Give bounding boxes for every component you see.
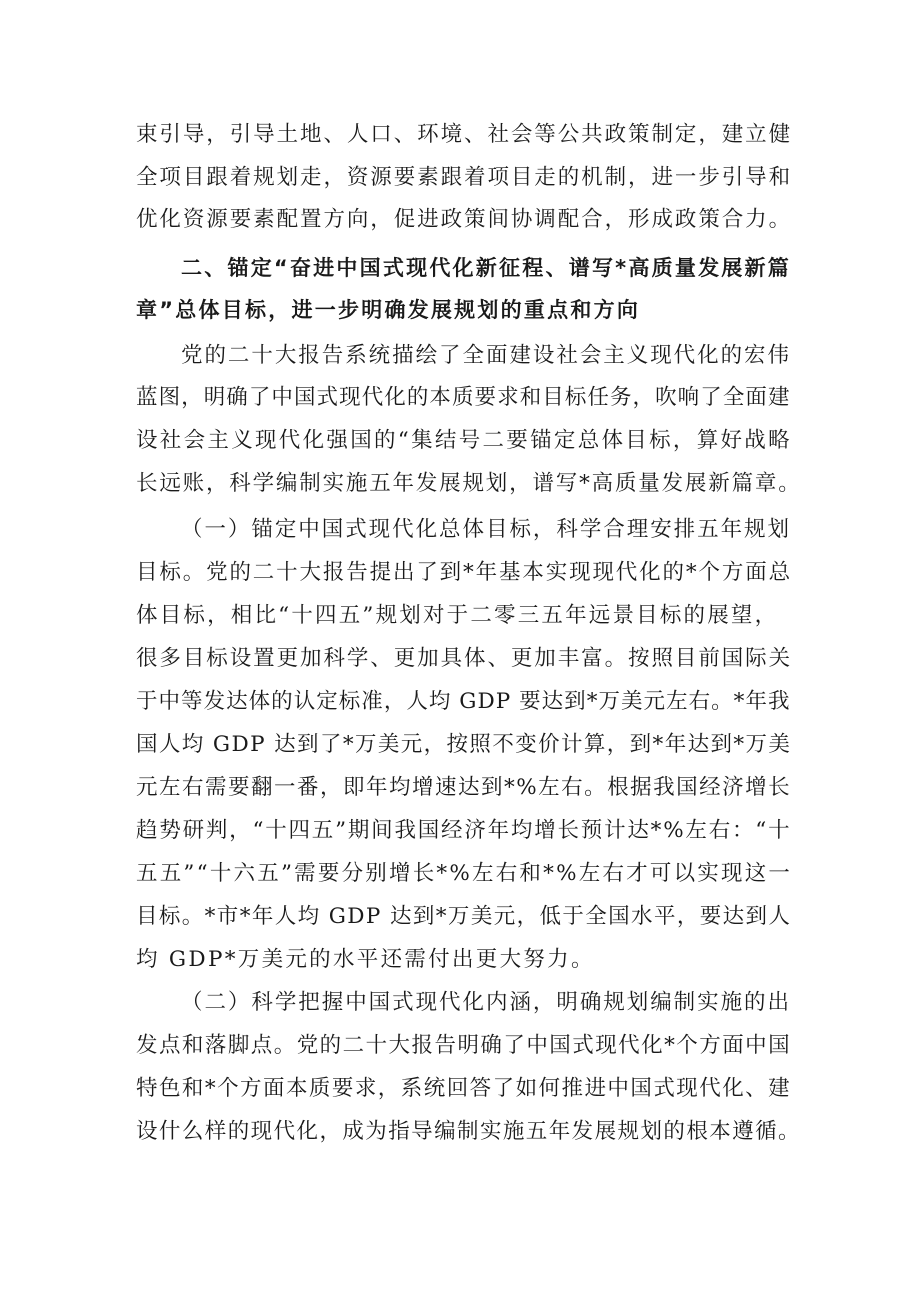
body-line: 元左右需要翻一番，即年均增速达到*%左右。根据我国经济增长 [136,775,792,800]
body-line: （一）锚定中国式现代化总体目标，科学合理安排五年规划 [181,517,791,542]
body-line: 国人均 GDP 达到了*万美元，按照不变价计算，到*年达到*万美 [136,732,792,757]
body-line: 全项目跟着规划走，资源要素跟着项目走的机制，进一步引导和 [136,165,793,190]
body-line: 很多目标设置更加科学、更加具体、更加丰富。按照目前国际关 [136,646,793,671]
body-line: 于中等发达体的认定标准，人均 GDP 要达到*万美元左右。*年我 [136,689,791,714]
body-line: （二）科学把握中国式现代化内涵，明确规划编制实施的出 [181,990,791,1015]
body-line: 设社会主义现代化强国的“集结号二要锚定总体目标，算好战略 [136,428,792,453]
body-line: 优化资源要素配置方向，促进政策间协调配合，形成政策合力。 [136,207,793,232]
section-heading-line: 章”总体目标，进一步明确发展规划的重点和方向 [136,298,641,322]
body-line: 目标。党的二十大报告提出了到*年基本实现现代化的*个方面总 [136,560,792,585]
body-line: 趋势研判，“十四五”期间我国经济年均增长预计达*%左右：“十 [136,818,792,843]
body-line: 设什么样的现代化，成为指导编制实施五年发展规划的根本遵循。 [136,1119,801,1144]
body-line: 五五”“十六五”需要分别增长*%左右和*%左右才可以实现这一 [136,861,793,886]
body-line: 蓝图，明确了中国式现代化的本质要求和目标任务，吹响了全面建 [136,385,791,410]
body-line: 特色和*个方面本质要求，系统回答了如何推进中国式现代化、建 [136,1076,792,1101]
section-heading-line: 二、锚定“奋进中国式现代化新征程、谱写*高质量发展新篇 [181,256,791,280]
body-line: 长远账，科学编制实施五年发展规划，谱写*高质量发展新篇章。 [136,471,802,496]
body-line: 目标。*市*年人均 GDP 达到*万美元，低于全国水平，要达到人 [136,904,792,929]
body-line: 党的二十大报告系统描绘了全面建设社会主义现代化的宏伟 [181,343,791,368]
body-line: 体目标，相比“十四五”规划对于二零三五年远景目标的展望， [136,603,779,628]
body-line: 束引导，引导土地、人口、环境、社会等公共政策制定，建立健 [136,122,793,147]
body-line: 发点和落脚点。党的二十大报告明确了中国式现代化*个方面中国 [136,1033,792,1058]
body-line: 均 GDP*万美元的水平还需付出更大努力。 [136,947,595,972]
